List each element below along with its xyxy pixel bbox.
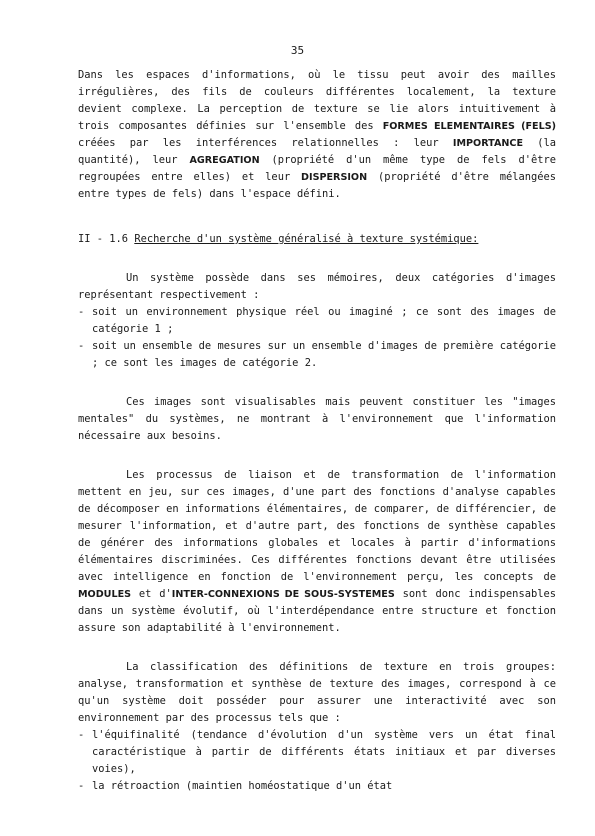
term-interconnexions: INTER-CONNEXIONS DE SOUS-SYSTEMES (171, 589, 395, 600)
page-number: 35 (290, 44, 305, 57)
list-item: - soit un ensemble de mesures sur un ensemble d'images de première catégorie ; ce sont les images de catégorie 2. (78, 340, 556, 369)
section-title: Recherche d'un système généralisé à texture systémique: (134, 233, 479, 245)
term-fels: FORMES ELEMENTAIRES (FELS) (382, 121, 557, 132)
term-dispersion: DISPERSION (301, 172, 368, 183)
list-item: - soit un environnement physique réel ou imaginé ; ce sont des images de catégorie 1 ; (78, 306, 556, 335)
paragraph-processes: Les processus de liaison et de transformation de l'information mettent en jeu, sur ces images, d'une part des fonctions d'analyse capables de décomposer en informations élémentaires, de comparer, de différencier, de mesurer l'information, et d'autre part, des fonctions de synthèse capables de générer des informations globales et locales à partir d'informations élémentaires discriminées. Ces différentes fonctions devant être utilisées avec intelligence en fonction de l'environnement perçu, les concepts de MODULES et d'INTER-CONNEXIONS DE SOUS-SYSTEMES sont donc indispensables dans un système évolutif, où l'interdépendance entre structure et fonction assure son adaptabilité à l'environnement. (78, 469, 556, 634)
list-item: - l'équifinalité (tendance d'évolution d'un système vers un état final caractéristique à partir de différents états initiaux et par diverses voies), (78, 729, 556, 775)
paragraph-mental-images: Ces images sont visualisables mais peuvent constituer les "images mentales" du systèmes, ne montrant à l'environnement que l'information nécessaire aux besoins. (78, 396, 556, 442)
term-importance: IMPORTANCE (452, 138, 523, 149)
document-body (78, 67, 556, 795)
section-heading (78, 231, 556, 248)
paragraph-image-categories: Un système possède dans ses mémoires, deux catégories d'images représentant respectivement : (78, 272, 556, 301)
paragraph-texture-complexity: Dans les espaces d'informations, où le tissu peut avoir des mailles irrégulières, des fils de couleurs différentes localement, la texture devient complexe. La perception de texture se lie alors intuitivement à trois composantes définies sur l'ensemble des FORMES ELEMENTAIRES (FELS) créées par les interférences relationnelles : leur IMPORTANCE (la quantité), leur AGREGATION (propriété d'un même type de fels d'être regroupées entre elles) et leur DISPERSION (propriété d'être mélangées entre types de fels) dans l'espace défini. (78, 69, 557, 200)
term-agregation: AGREGATION (189, 155, 260, 166)
list-item: - la rétroaction (maintien homéostatique d'un état (78, 780, 393, 792)
paragraph-classification: La classification des définitions de texture en trois groupes: analyse, transformation et synthèse de texture des images, correspond à ce qu'un système doit posséder pour assurer une interactivité avec son environnement par des processus tels que : (78, 661, 556, 724)
term-modules: MODULES (78, 589, 132, 600)
process-list (78, 727, 556, 795)
category-list (78, 304, 556, 372)
section-number: II - 1.6 (78, 233, 135, 245)
